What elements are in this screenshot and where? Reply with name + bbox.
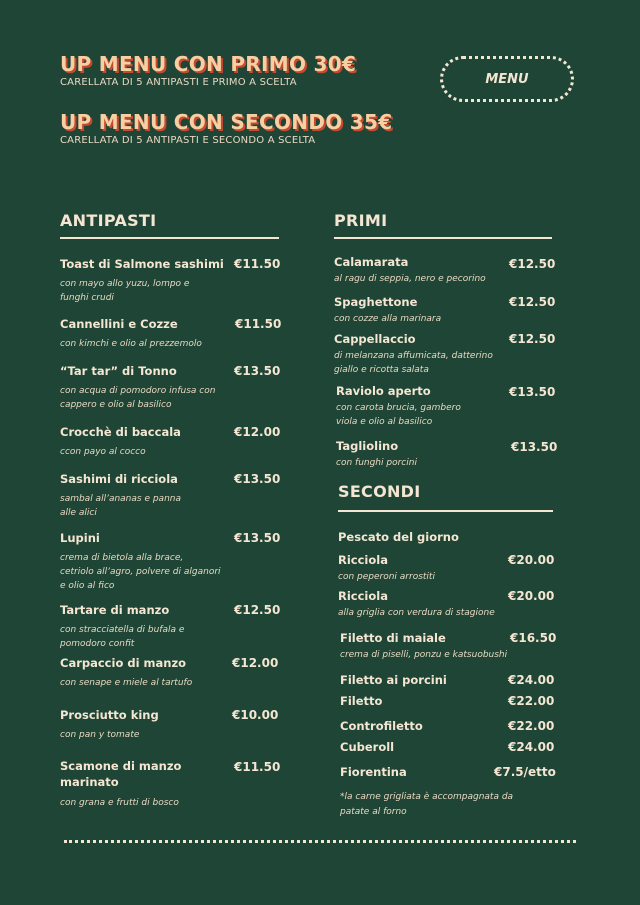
item-description: alla griglia con verdura di stagione xyxy=(338,608,495,618)
menu-item xyxy=(334,255,486,286)
item-description: di melanzana affumicata, datterino giallo e ricotta salata xyxy=(334,351,493,375)
item-name: Raviolo aperto xyxy=(336,384,431,398)
item-name: Controfiletto xyxy=(340,719,423,733)
item-name: Pescato del giorno xyxy=(338,530,459,544)
item-price: €13.50 xyxy=(234,472,281,486)
section-divider xyxy=(334,237,552,239)
item-description: con funghi porcini xyxy=(336,458,417,468)
item-name: Filetto ai porcini xyxy=(340,673,447,687)
menu-item xyxy=(334,332,493,377)
section-divider xyxy=(60,237,279,239)
item-name: Calamarata xyxy=(334,255,409,269)
item-name: Crocchè di baccala xyxy=(60,425,181,439)
item-price: €7.5/etto xyxy=(494,765,556,779)
menu-item xyxy=(338,553,435,584)
section-title-primi: PRIMI xyxy=(334,211,388,230)
item-name: Tagliolino xyxy=(336,439,399,453)
item-name: Prosciutto king xyxy=(60,708,159,722)
menu-item xyxy=(340,673,447,687)
dotted-divider xyxy=(64,840,576,843)
item-description: con mayo allo yuzu, lompo e funghi crudi xyxy=(60,279,190,303)
item-description: ccon payo al cocco xyxy=(60,447,146,457)
item-price: €24.00 xyxy=(508,740,555,754)
item-description: con stracciatella di bufala e pomodoro confit xyxy=(60,625,185,649)
offer-secondo xyxy=(60,110,392,146)
menu-item xyxy=(60,472,181,520)
menu-item xyxy=(60,317,202,351)
offer-subtitle: CARELLATA DI 5 ANTIPASTI E SECONDO A SCELTA xyxy=(60,135,316,146)
section-divider xyxy=(338,510,553,512)
menu-item xyxy=(60,758,181,810)
item-description: con carota brucia, gambero viola e olio al basilico xyxy=(336,403,461,427)
item-description: con cozze alla marinara xyxy=(334,314,442,324)
item-description: crema di bietola alla brace, cetriolo all’agro, polvere di alganori e olio al fico xyxy=(60,553,221,591)
menu-item xyxy=(340,719,423,733)
item-price: €12.50 xyxy=(509,332,556,346)
menu-item xyxy=(336,384,461,429)
item-price: €11.50 xyxy=(234,760,281,774)
item-price: €12.00 xyxy=(232,656,279,670)
item-description: sambal all’ananas e panna alle alici xyxy=(60,494,181,518)
menu-item xyxy=(60,603,184,651)
menu-item xyxy=(338,589,495,620)
section-title-secondi: SECONDI xyxy=(338,482,421,501)
item-price: €13.50 xyxy=(234,364,281,378)
item-price: €16.50 xyxy=(510,631,557,645)
menu-item xyxy=(334,295,441,326)
menu-item xyxy=(340,740,394,754)
menu-item xyxy=(340,694,382,708)
item-name: Tartare di manzo xyxy=(60,603,170,617)
item-name: Spaghettone xyxy=(334,295,418,309)
item-name: Filetto di maiale xyxy=(340,631,446,645)
item-name: Cappellaccio xyxy=(334,332,416,346)
menu-button[interactable]: MENU xyxy=(440,56,574,102)
item-name: Ricciola xyxy=(338,553,388,567)
offer-title: UP MENU CON SECONDO 35€ xyxy=(60,110,393,134)
menu-item xyxy=(340,631,507,662)
item-name: Toast di Salmone sashimi xyxy=(60,257,224,271)
item-price: €24.00 xyxy=(508,673,555,687)
menu-item xyxy=(60,656,192,690)
item-description: con acqua di pomodoro infusa con cappero e olio al basilico xyxy=(60,386,216,410)
item-name: Fiorentina xyxy=(340,765,407,779)
item-price: €10.00 xyxy=(232,708,279,722)
item-price: €11.50 xyxy=(235,317,282,331)
item-name: Sashimi di ricciola xyxy=(60,472,178,486)
item-description: con grana e frutti di bosco xyxy=(60,798,179,808)
item-price: €12.00 xyxy=(234,425,281,439)
item-name: “Tar tar” di Tonno xyxy=(60,364,177,378)
menu-item xyxy=(60,708,159,742)
item-price: €12.50 xyxy=(234,603,281,617)
item-description: crema di piselli, ponzu e katsuobushi xyxy=(340,650,508,660)
menu-item xyxy=(60,425,181,459)
item-name: Lupini xyxy=(60,531,100,545)
menu-item xyxy=(60,364,215,412)
offer-title: UP MENU CON PRIMO 30€ xyxy=(60,52,357,76)
item-description: con kimchi e olio al prezzemolo xyxy=(60,339,202,349)
item-price: €20.00 xyxy=(508,589,555,603)
item-price: €12.50 xyxy=(509,257,556,271)
menu-item xyxy=(336,439,417,470)
item-name: Cannellini e Cozze xyxy=(60,317,178,331)
item-name: Ricciola xyxy=(338,589,388,603)
menu-item xyxy=(340,765,407,779)
item-price: €13.50 xyxy=(511,440,558,454)
item-price: €22.00 xyxy=(508,694,555,708)
item-name: Scamone di manzo marinato xyxy=(60,759,182,789)
item-description: con peperoni arrostiti xyxy=(338,572,435,582)
item-price: €20.00 xyxy=(508,553,555,567)
item-description: al ragu di seppia, nero e pecorino xyxy=(334,274,486,284)
item-price: €12.50 xyxy=(509,295,556,309)
offer-primo xyxy=(60,52,356,88)
item-price: €11.50 xyxy=(234,257,281,271)
item-description: con pan y tomate xyxy=(60,730,140,740)
item-description: con senape e miele al tartufo xyxy=(60,678,193,688)
menu-item xyxy=(338,530,459,544)
offer-subtitle: CARELLATA DI 5 ANTIPASTI E PRIMO A SCELTA xyxy=(60,77,297,88)
section-title-antipasti: ANTIPASTI xyxy=(60,211,157,230)
item-name: Filetto xyxy=(340,694,383,708)
item-price: €22.00 xyxy=(508,719,555,733)
item-price: €13.50 xyxy=(509,385,556,399)
item-name: Cuberoll xyxy=(340,740,395,754)
menu-item xyxy=(60,531,221,593)
item-name: Carpaccio di manzo xyxy=(60,656,187,670)
grill-note: *la carne grigliata è accompagnata da patate al forno xyxy=(340,792,514,817)
item-price: €13.50 xyxy=(234,531,281,545)
menu-item xyxy=(60,257,224,305)
